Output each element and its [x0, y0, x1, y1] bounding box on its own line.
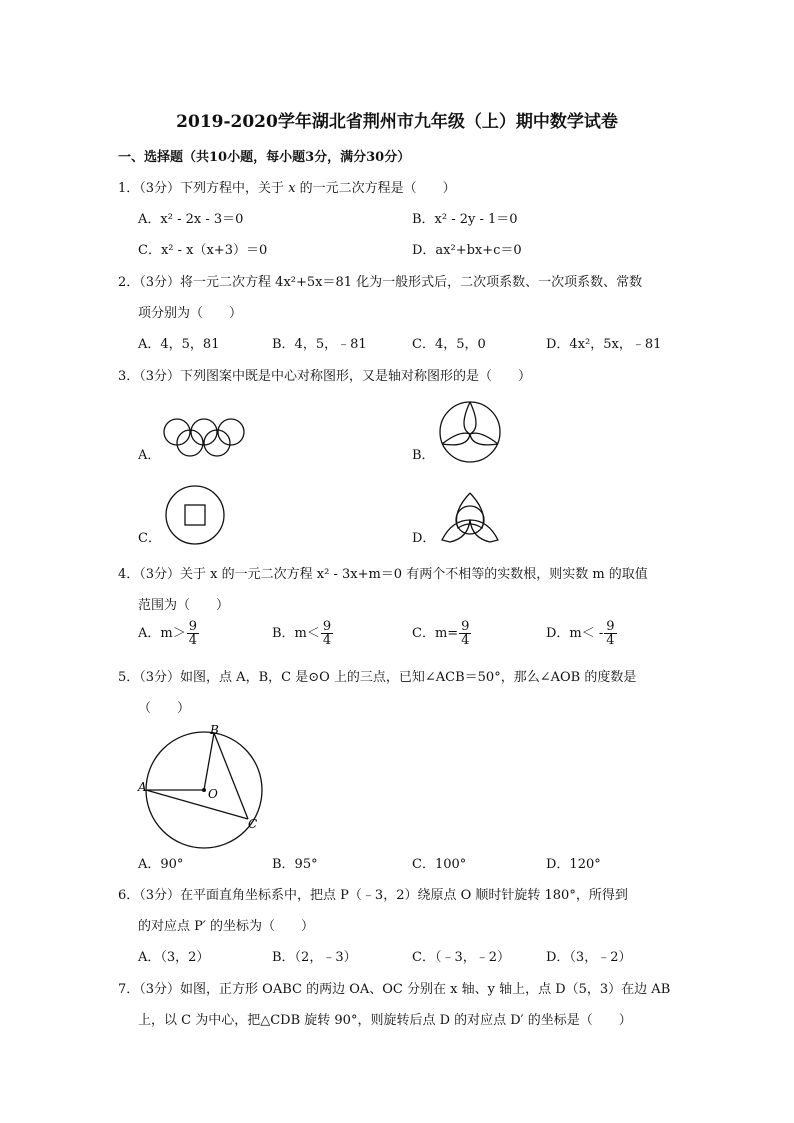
question-3-option-c: C． — [138, 531, 161, 546]
circle-geometry-figure — [130, 718, 270, 846]
question-5-option-c: C．100° — [412, 857, 467, 872]
question-1-option-a: A．x² - 2x - 3＝0 — [138, 212, 244, 227]
question-6-option-b: B．（2，﹣3） — [272, 950, 357, 965]
point-label-o: O — [208, 787, 218, 801]
question-6-option-a: A．（3，2） — [138, 950, 210, 965]
question-1-option-d: D．ax²+bx+c＝0 — [412, 243, 522, 258]
question-4-option-b: B．m＜ $\frac{9}{4}$ — [272, 619, 332, 648]
question-4-stem-line1: 4．（3分）关于 x 的一元二次方程 x² - 3x+m＝0 有两个不相等的实数根，则实数 m 的取值 — [118, 567, 648, 582]
question-2-option-a: A．4，5，81 — [138, 337, 220, 352]
question-6-option-d: D．（3，﹣2） — [546, 950, 632, 965]
question-4-stem-line2: 范围为（ ） — [138, 598, 230, 613]
question-1-option-c: C．x² - x（x+3）＝0 — [138, 243, 268, 258]
question-7-stem-line2: 上，以 C 为中心，把△CDB 旋转 90°，则旋转后点 D 的对应点 D′ 的坐标是（ ） — [138, 1013, 632, 1028]
trefoil-figure — [438, 490, 502, 546]
page-title: 2019-2020学年湖北省荆州市九年级（上）期中数学试卷 — [176, 112, 618, 132]
point-label-b: B — [210, 723, 219, 737]
question-5-option-d: D．120° — [546, 857, 601, 872]
question-1-stem: 1．（3分）下列方程中，关于 x 的一元二次方程是（ ） — [118, 181, 456, 196]
question-5-option-b: B．95° — [272, 857, 318, 872]
question-3-stem: 3．（3分）下列图案中既是中心对称图形，又是轴对称图形的是（ ） — [118, 369, 532, 384]
question-2-stem-line2: 项分别为（ ） — [138, 306, 243, 321]
question-2-option-c: C．4，5，0 — [412, 337, 486, 352]
section-heading: 一、选择题（共10小题，每小题3分，满分30分） — [118, 150, 411, 165]
question-1-option-b: B．x² - 2y - 1＝0 — [412, 212, 518, 227]
question-4-option-d: D．m＜ - $\frac{9}{4}$ — [546, 619, 615, 648]
question-2-option-b: B．4，5，﹣81 — [272, 337, 367, 352]
question-2-option-d: D．4x²，5x，﹣81 — [546, 337, 662, 352]
question-3-option-a: A． — [138, 448, 161, 463]
question-5-option-a: A．90° — [138, 857, 184, 872]
question-2-stem-line1: 2．（3分）将一元二次方程 4x²+5x＝81 化为一般形式后，二次项系数、一次项系数、常数 — [118, 275, 643, 290]
question-7-stem-line1: 7．（3分）如图，正方形 OABC 的两边 OA、OC 分别在 x 轴、y 轴上，点 D（5，3）在边 AB — [118, 982, 671, 997]
coin-square-figure — [164, 484, 226, 546]
point-label-c: C — [248, 817, 258, 831]
question-6-stem-line2: 的对应点 P′ 的坐标为（ ） — [138, 919, 314, 934]
point-label-a: A — [138, 780, 147, 794]
olympic-rings-figure — [160, 412, 260, 462]
question-4-option-c: C．m= $\frac{9}{4}$ — [412, 619, 470, 648]
question-3-option-b: B． — [412, 448, 435, 463]
question-3-option-d: D． — [412, 531, 436, 546]
question-5-stem-line2: （ ） — [138, 701, 191, 716]
question-6-option-c: C．（﹣3，﹣2） — [412, 950, 510, 965]
three-petal-circle-figure — [438, 400, 502, 464]
question-4-option-a: A．m＞ $\frac{9}{4}$ — [138, 619, 197, 648]
question-5-stem-line1: 5．（3分）如图，点 A，B，C 是⊙O 上的三点，已知∠ACB＝50°，那么∠AOB 的度数是 — [118, 670, 637, 685]
question-6-stem-line1: 6．（3分）在平面直角坐标系中，把点 P（﹣3，2）绕原点 O 顺时针旋转 180°，所得到 — [118, 888, 628, 903]
